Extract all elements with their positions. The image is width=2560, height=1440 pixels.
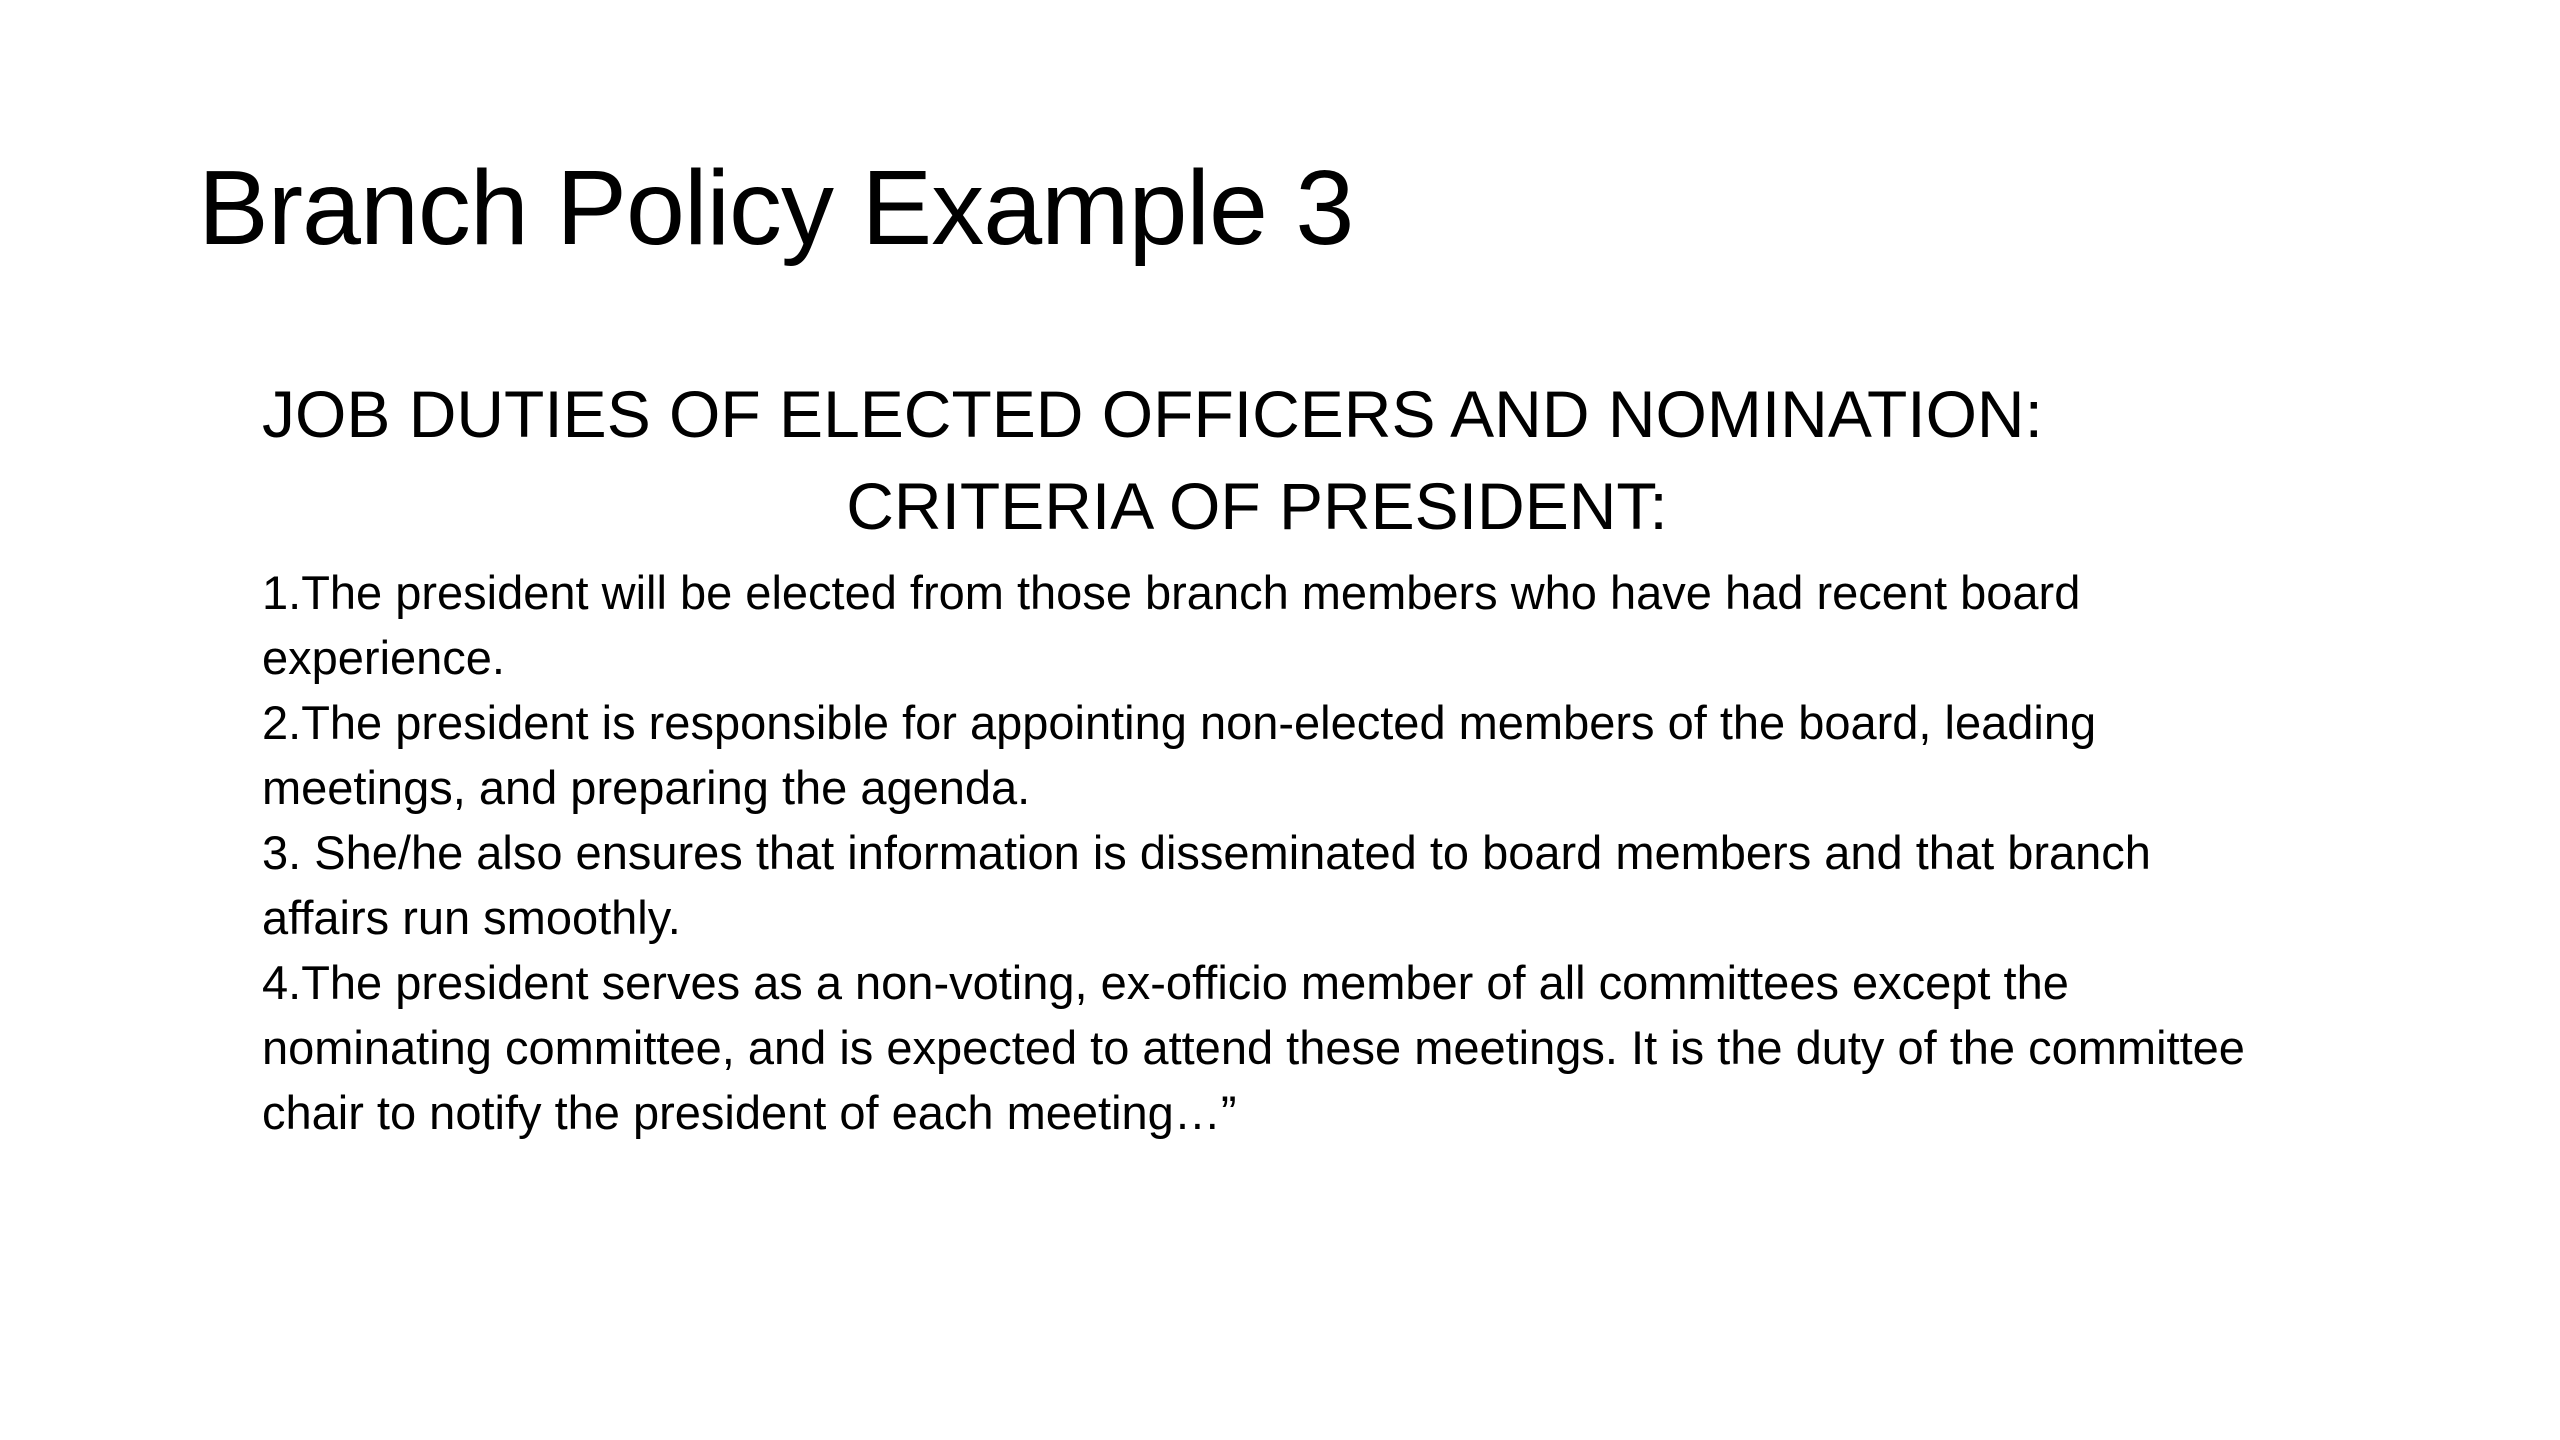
section-heading: JOB DUTIES OF ELECTED OFFICERS AND NOMINATION: xyxy=(262,377,2043,451)
duty-list xyxy=(262,560,2262,1145)
list-item: 1.The president will be elected from those branch members who have had recent board experience. xyxy=(262,566,2081,684)
list-item: 4.The president serves as a non-voting, ex-officio member of all committees except the nominating committee, and is expected to attend these meetings. It is the duty of the committee chair to notify the president of each meeting…” xyxy=(262,956,2245,1139)
slide-content xyxy=(262,368,2262,1145)
list-item: 2.The president is responsible for appointing non-elected members of the board, leading meetings, and preparing the agenda. xyxy=(262,696,2097,814)
slide-title: Branch Policy Example 3 xyxy=(198,149,1354,267)
list-item: 3. She/he also ensures that information is disseminated to board members and that branch affairs run smoothly. xyxy=(262,826,2151,944)
section-subheading: CRITERIA OF PRESIDENT: xyxy=(846,469,1668,543)
